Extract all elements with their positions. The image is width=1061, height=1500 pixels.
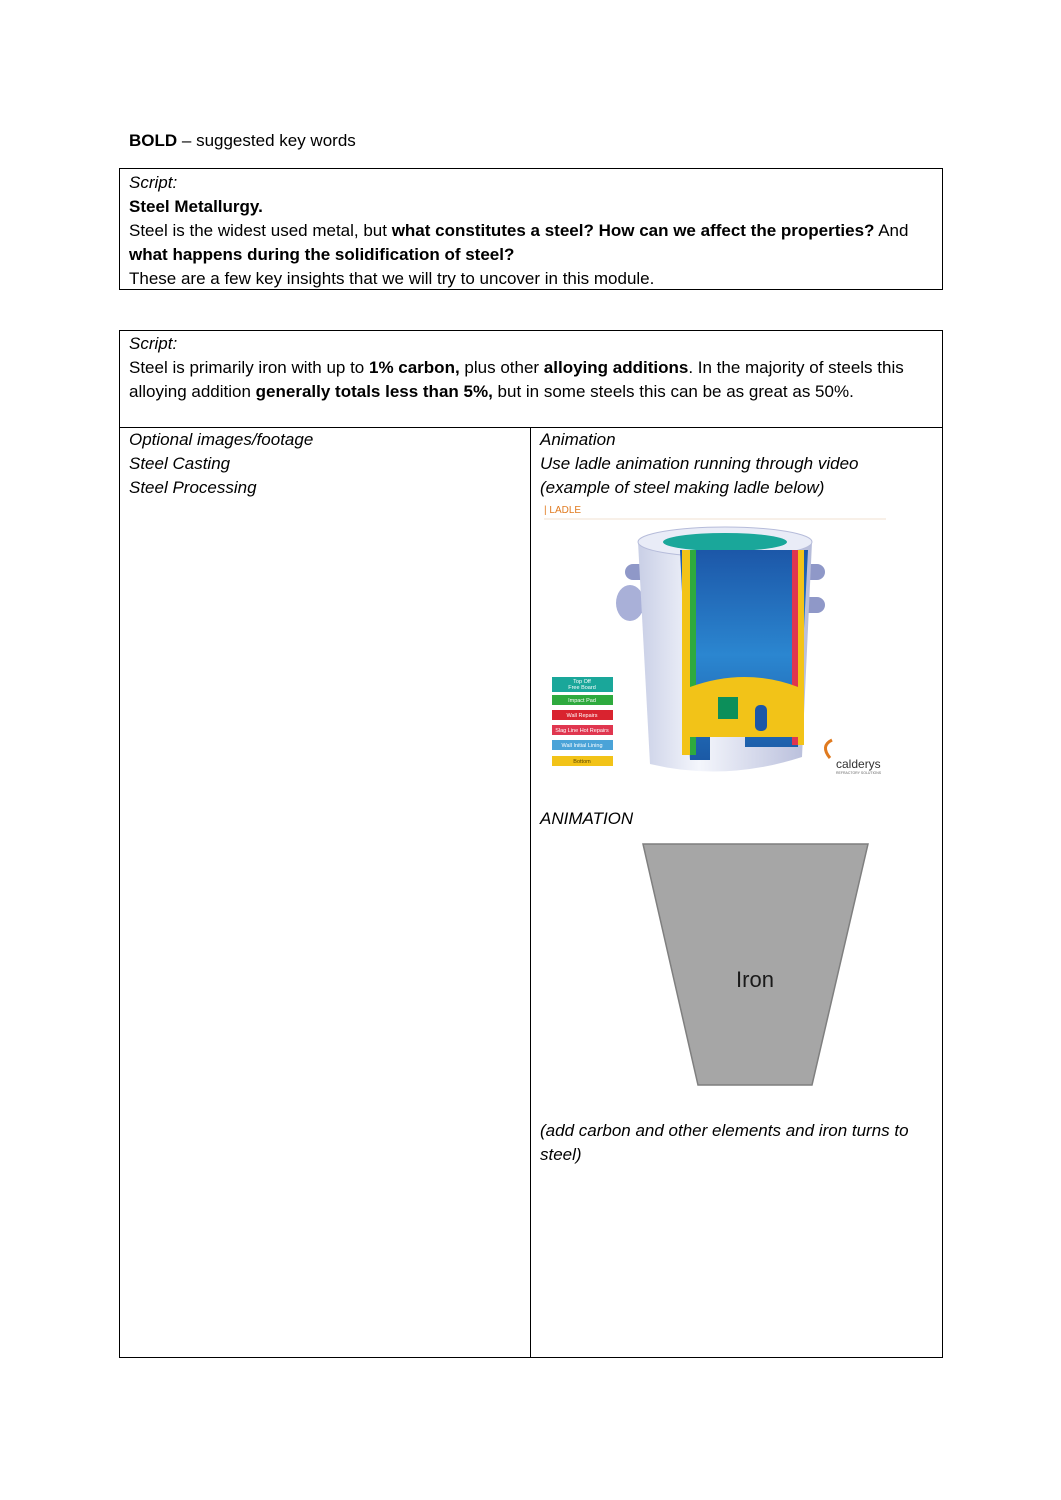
legend-slag-line: Slag Line Hot Repairs: [555, 728, 609, 734]
footage-item-processing: Steel Processing: [129, 478, 257, 497]
intro-closing: These are a few key insights that we will try to uncover in this module.: [129, 269, 655, 288]
animation-caption: (add carbon and other elements and iron turns to steel): [540, 1121, 909, 1164]
script-box-intro: [119, 168, 943, 290]
legend-bottom: Bottom: [573, 759, 591, 765]
animation-label: ANIMATION: [540, 809, 634, 828]
steel-definition-paragraph: Steel is primarily iron with up to 1% carbon, plus other alloying additions. In the majority of steels this alloying addition generally totals less than 5%, but in some steels this can be as great as 50%.: [129, 358, 904, 401]
intro-paragraph: Steel is the widest used metal, but what constitutes a steel? How can we affect the properties? And what happens during the solidification of steel?: [129, 221, 909, 264]
legend-wall-repairs: Wall Repairs: [566, 713, 598, 719]
animation-instruction: Use ladle animation running through video: [540, 454, 859, 473]
svg-text:REFRACTORY SOLUTIONS: REFRACTORY SOLUTIONS: [836, 771, 882, 775]
svg-text:calderys: calderys: [836, 757, 881, 771]
iron-label: Iron: [736, 967, 774, 992]
script-section: [120, 331, 942, 428]
animation-heading: Animation: [540, 430, 616, 449]
svg-text:Free Board: Free Board: [568, 685, 596, 691]
key-words-note: [129, 129, 356, 153]
footage-heading: Optional images/footage: [129, 430, 314, 449]
legend-impact-pad: Impact Pad: [568, 698, 596, 704]
legend-top-off: Top Off: [573, 679, 591, 685]
calderys-logo: [825, 740, 881, 775]
animation-example-note: (example of steel making ladle below): [540, 478, 825, 497]
ladle-legend: [552, 677, 613, 766]
legend-wall-initial: Wall Initial Lining: [561, 743, 603, 749]
ladle-illustration: [540, 502, 890, 782]
key-words-text: – suggested key words: [177, 131, 356, 150]
bold-label: BOLD: [129, 131, 178, 150]
ladle-header: | LADLE: [544, 505, 582, 516]
footage-column: [120, 428, 531, 1357]
iron-trapezoid: [640, 842, 870, 1088]
script-label: Script:: [129, 173, 178, 192]
footage-item-casting: Steel Casting: [129, 454, 231, 473]
module-title: Steel Metallurgy.: [129, 197, 263, 216]
script-label: Script:: [129, 334, 178, 353]
